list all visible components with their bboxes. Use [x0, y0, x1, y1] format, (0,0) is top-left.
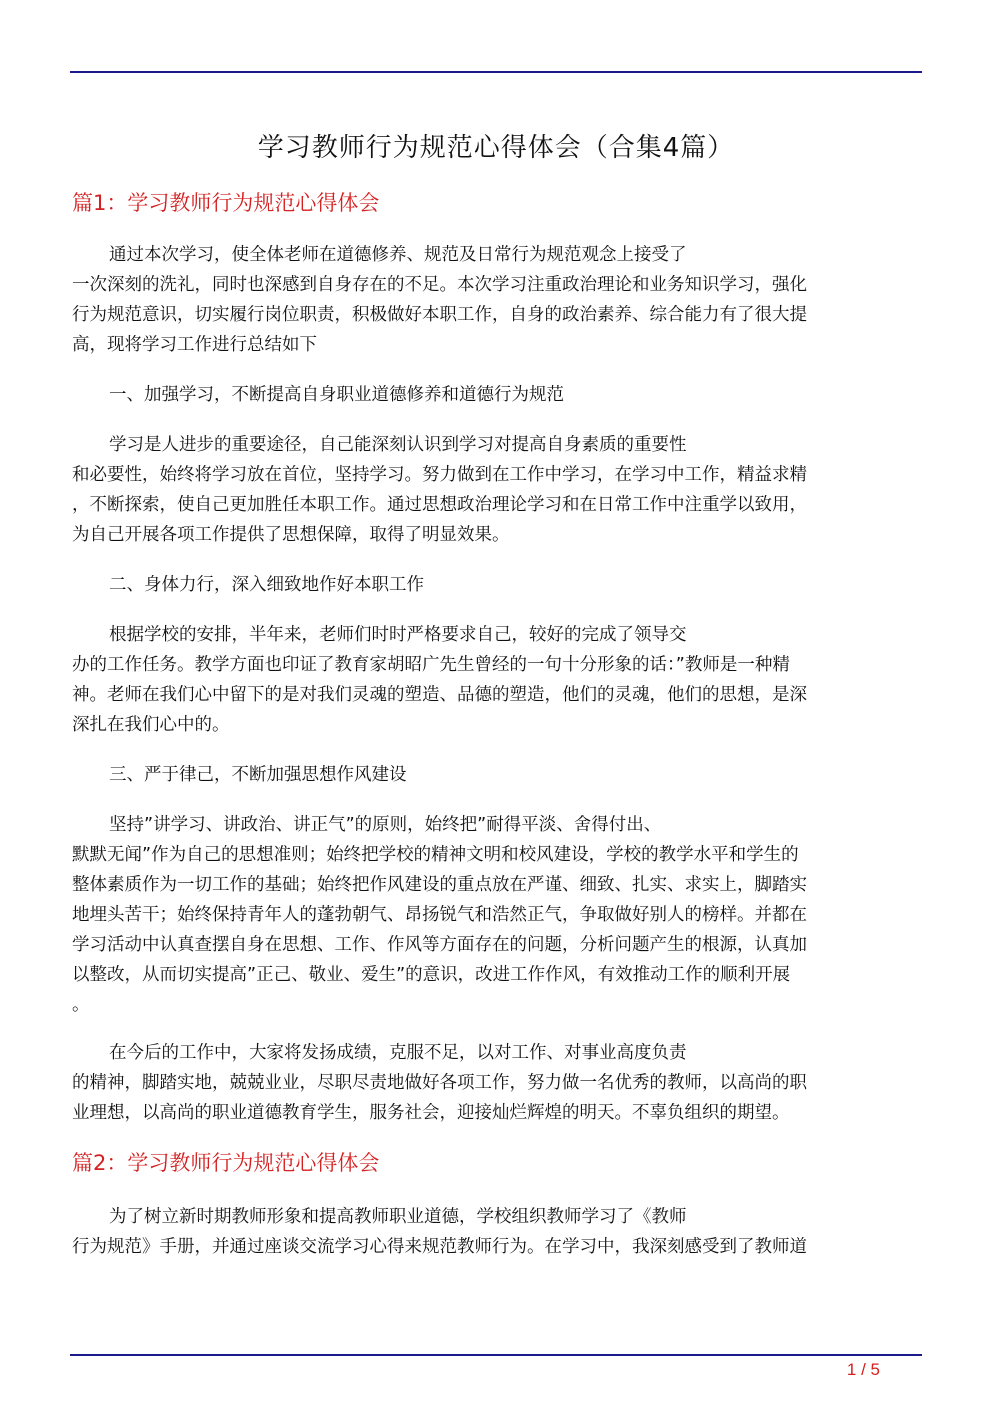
text-line: ，不断探索，使自己更加胜任本职工作。通过思想政治理论学习和在日常工作中注重学以致用，	[72, 495, 807, 515]
text-line: 为了树立新时期教师形象和提高教师职业道德，学校组织教师学习了《教师	[109, 1207, 687, 1227]
section-1-intro	[72, 240, 918, 360]
text-line: 默默无闻”作为自己的思想准则；始终把学校的精神文明和校风建设，学校的教学水平和学生的	[72, 845, 799, 865]
paragraph-3	[72, 810, 918, 1020]
subheading-3: 三、严于律己，不断加强思想作风建设	[109, 765, 407, 785]
text-line: 以整改，从而切实提高”正己、敬业、爱生”的意识，改进工作作风，有效推动工作的顺利开展	[72, 965, 791, 985]
text-line: 通过本次学习，使全体老师在道德修养、规范及日常行为规范观念上接受了	[109, 245, 687, 265]
text-line: 行为规范意识，切实履行岗位职责，积极做好本职工作，自身的政治素养、综合能力有了很大提	[72, 305, 807, 325]
text-line: 地埋头苦干；始终保持青年人的蓬勃朝气、昂扬锐气和浩然正气，争取做好别人的榜样。并都在	[72, 905, 807, 925]
paragraph-1	[72, 430, 918, 550]
section-2-heading: 篇2：学习教师行为规范心得体会	[72, 1151, 380, 1175]
subheading-2: 二、身体力行，深入细致地作好本职工作	[109, 575, 424, 595]
text-line: 神。老师在我们心中留下的是对我们灵魂的塑造、品德的塑造，他们的灵魂，他们的思想，是深	[72, 685, 807, 705]
text-line: 一次深刻的洗礼，同时也深感到自身存在的不足。本次学习注重政治理论和业务知识学习，强化	[72, 275, 807, 295]
text-line: 行为规范》手册，并通过座谈交流学习心得来规范教师行为。在学习中，我深刻感受到了教师道	[72, 1237, 807, 1257]
text-line: 办的工作任务。教学方面也印证了教育家胡昭广先生曾经的一句十分形象的话：”教师是一种精	[72, 655, 790, 675]
text-line: 深扎在我们心中的。	[72, 715, 230, 735]
text-line: 学习活动中认真查摆自身在思想、工作、作风等方面存在的问题，分析问题产生的根源，认真加	[72, 935, 807, 955]
top-rule	[70, 71, 922, 73]
text-line: 坚持”讲学习、讲政治、讲正气”的原则，始终把”耐得平淡、舍得付出、	[109, 815, 662, 835]
text-line: 业理想，以高尚的职业道德教育学生，服务社会，迎接灿烂辉煌的明天。不辜负组织的期望。	[72, 1103, 790, 1123]
text-line: 。	[72, 995, 90, 1015]
text-line: 根据学校的安排，半年来，老师们时时严格要求自己，较好的完成了领导交	[109, 625, 687, 645]
text-line: 整体素质作为一切工作的基础；始终把作风建设的重点放在严谨、细致、扎实、求实上，脚踏实	[72, 875, 807, 895]
section-2-intro	[72, 1202, 918, 1262]
section-1-heading: 篇1：学习教师行为规范心得体会	[72, 191, 380, 215]
paragraph-4	[72, 1038, 918, 1128]
subheading-1: 一、加强学习，不断提高自身职业道德修养和道德行为规范	[109, 385, 564, 405]
text-line: 学习是人进步的重要途径，自己能深刻认识到学习对提高自身素质的重要性	[109, 435, 687, 455]
text-line: 和必要性，始终将学习放在首位，坚持学习。努力做到在工作中学习，在学习中工作，精益求精	[72, 465, 807, 485]
text-line: 高，现将学习工作进行总结如下	[72, 335, 317, 355]
text-line: 为自己开展各项工作提供了思想保障，取得了明显效果。	[72, 525, 510, 545]
bottom-rule	[70, 1354, 922, 1356]
document-title: 学习教师行为规范心得体会（合集4篇）	[257, 133, 735, 163]
text-line: 的精神，脚踏实地，兢兢业业，尽职尽责地做好各项工作，努力做一名优秀的教师，以高尚的职	[72, 1073, 807, 1093]
page-number: 1 / 5	[846, 1360, 880, 1379]
text-line: 在今后的工作中，大家将发扬成绩，克服不足，以对工作、对事业高度负责	[109, 1043, 687, 1063]
paragraph-2	[72, 620, 918, 740]
